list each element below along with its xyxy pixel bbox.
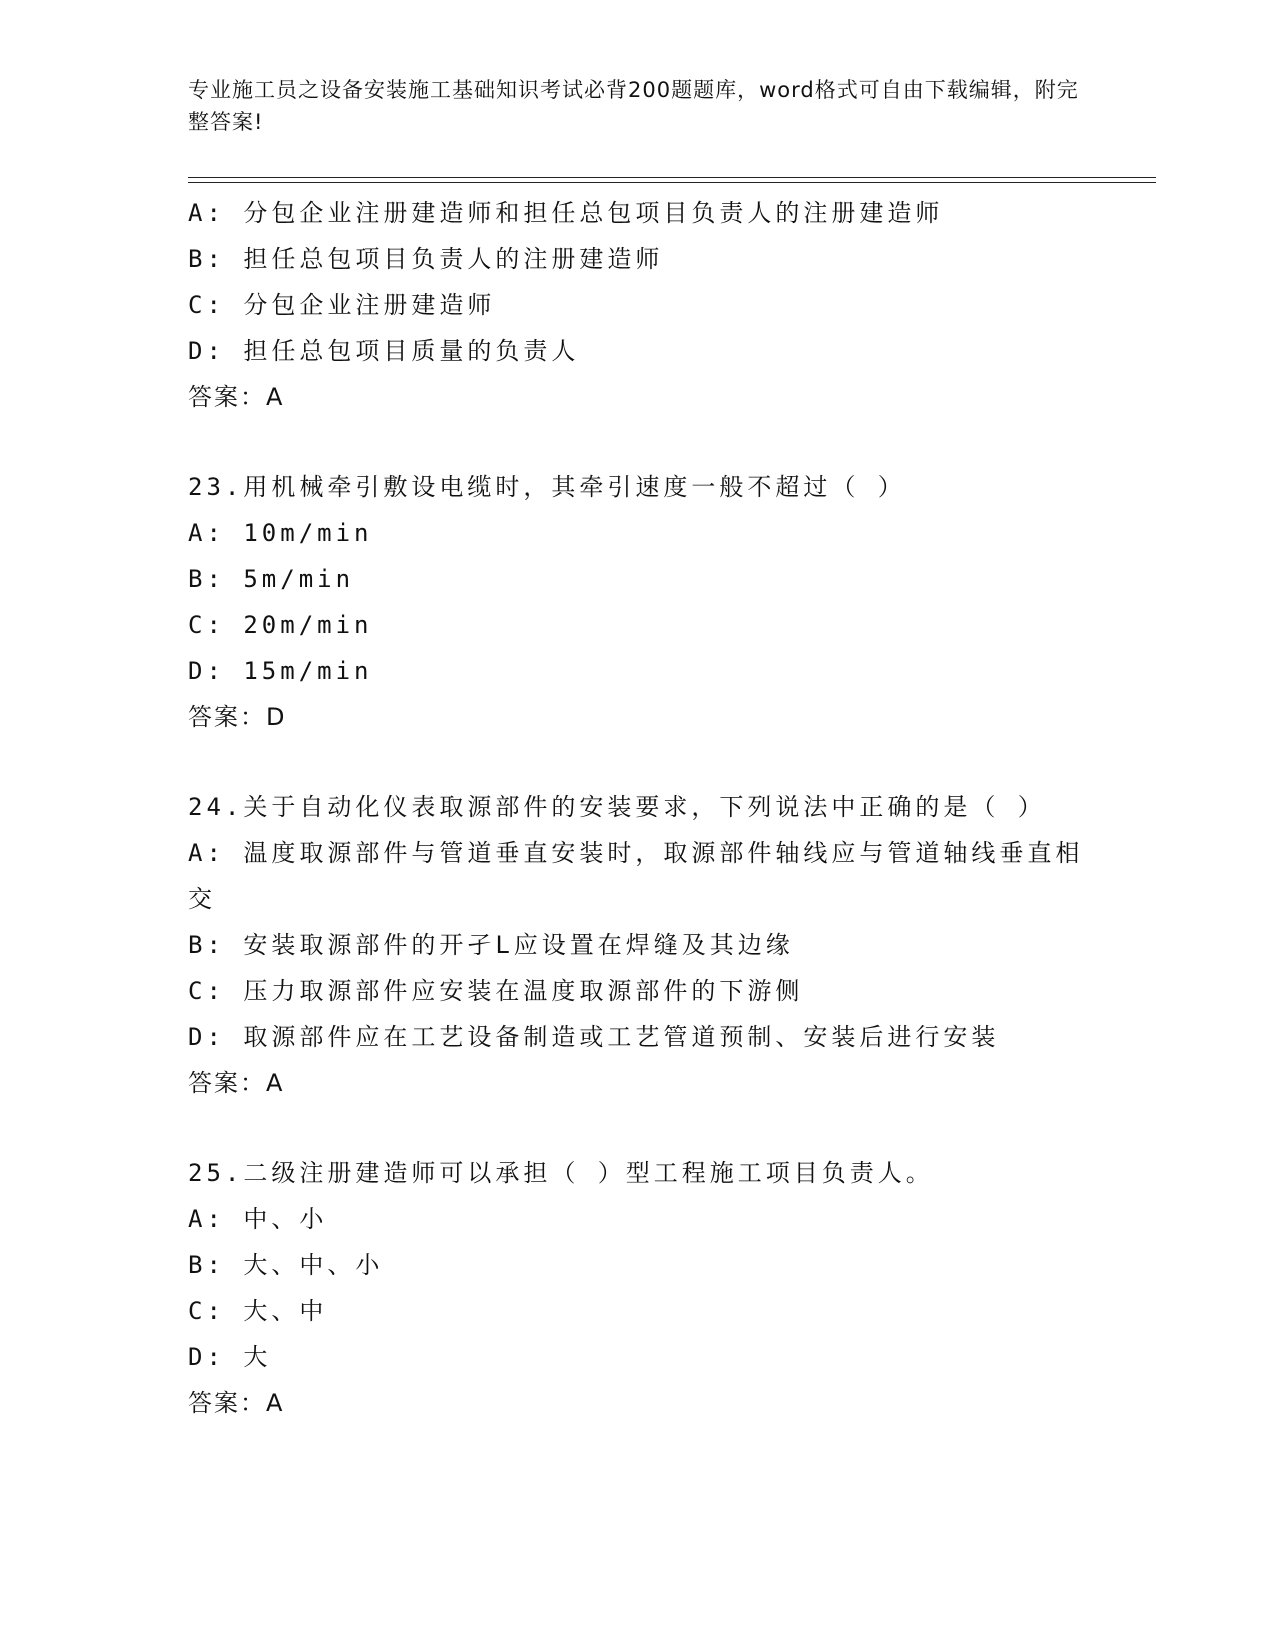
- option-a: A: 温度取源部件与管道垂直安装时，取源部件轴线应与管道轴线垂直相交: [188, 839, 1084, 913]
- option-c: C: 20m/min: [188, 611, 373, 639]
- question-block-23: [188, 464, 1088, 740]
- answer-line: 答案：A: [188, 1069, 285, 1097]
- question-block-25: [188, 1150, 1088, 1426]
- question-list: [188, 190, 1088, 1426]
- question-text: 24.关于自动化仪表取源部件的安装要求，下列说法中正确的是（ ）: [188, 793, 1046, 821]
- option-b: B: 担任总包项目负责人的注册建造师: [188, 245, 664, 273]
- question-block-24: [188, 784, 1088, 1106]
- option-d: D: 取源部件应在工艺设备制造或工艺管道预制、安装后进行安装: [188, 1023, 1000, 1051]
- answer-line: 答案：A: [188, 1389, 285, 1417]
- question-block-22: [188, 190, 1088, 420]
- answer-line: 答案：A: [188, 383, 285, 411]
- option-b: B: 5m/min: [188, 565, 355, 593]
- option-a: A: 中、小: [188, 1205, 328, 1233]
- question-text: 23.用机械牵引敷设电缆时，其牵引速度一般不超过（ ）: [188, 473, 906, 501]
- option-a: A: 分包企业注册建造师和担任总包项目负责人的注册建造师: [188, 199, 944, 227]
- option-d: D: 担任总包项目质量的负责人: [188, 337, 580, 365]
- option-d: D: 大: [188, 1343, 272, 1371]
- header-divider-top: [188, 177, 1156, 178]
- document-header: 专业施工员之设备安装施工基础知识考试必背200题题库，word格式可自由下载编辑，附完整答案!: [188, 78, 1079, 134]
- option-a: A: 10m/min: [188, 519, 373, 547]
- option-c: C: 大、中: [188, 1297, 328, 1325]
- header-divider-bottom: [188, 182, 1156, 183]
- option-c: C: 压力取源部件应安装在温度取源部件的下游侧: [188, 977, 804, 1005]
- option-b: B: 大、中、小: [188, 1251, 384, 1279]
- answer-line: 答案：D: [188, 703, 287, 731]
- option-d: D: 15m/min: [188, 657, 373, 685]
- question-text: 25.二级注册建造师可以承担（ ）型工程施工项目负责人。: [188, 1159, 934, 1187]
- option-c: C: 分包企业注册建造师: [188, 291, 496, 319]
- option-b: B: 安装取源部件的开孑L应设置在焊缝及其边缘: [188, 931, 794, 959]
